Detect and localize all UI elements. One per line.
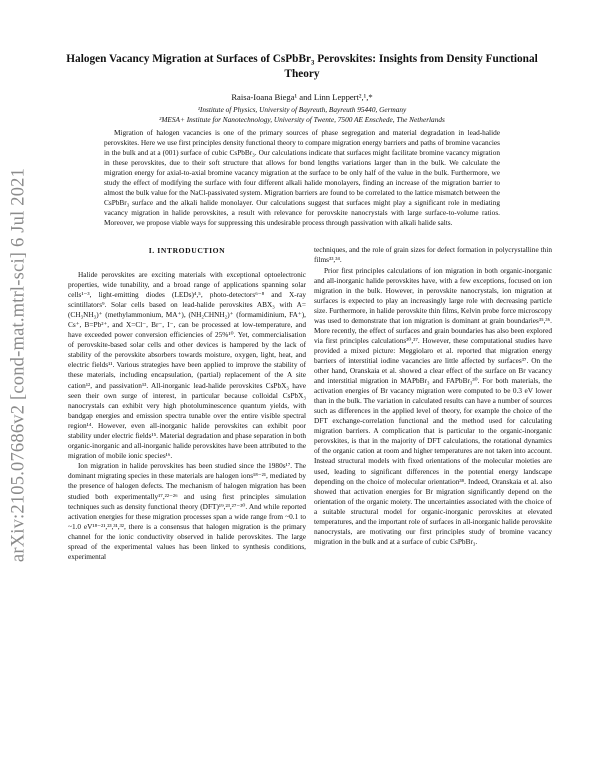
paper-title: Halogen Vacancy Migration at Surfaces of CsPbBr₃ Perovskites: Insights from Density Functional Theory [66, 53, 538, 80]
left-column [68, 264, 306, 562]
affiliation-2: ²MESA+ Institute for Nanotechnology, University of Twente, 7500 AE Enschede, The Netherlands [159, 115, 445, 124]
paragraph: Halide perovskites are exciting materials with exceptional optoelectronic properties, wide tunability, and a broad range of applications spanning solar cells¹⁻³, light-emitting diodes (LEDs)⁴,⁵, photo-detectors⁶⁻⁸ and X-ray scintillators⁹. Solar cells based on lead-halide perovskites ABX₃ with A=(CH₃NH₃)⁺ (methylammonium, MA⁺), (NH₂CHNH₂)⁺ (formamidinium, FA⁺), Cs⁺, B=Pb²⁺, and X=Cl⁻, Br⁻, I⁻, can be processed at low-temperature, and have exceeded power conversion efficiencies of 25%¹⁰. Yet, commercialisation of perovskite-based solar cells and other devices is hampered by the lack of stability of the perovskite absorbers towards moisture, oxygen, light, heat, and electric fields¹¹. Various strategies have been applied to improve the stability of these materials, including encapsulation, (partial) replacement of the A site cation¹², and passivation¹³. All-inorganic lead-halide perovskites CsPbX₃ have seen their own surge of interest, in particular because colloidal CsPbX₃ nanocrystals can exhibit very high photoluminescence quantum yields, with bandgap energies and emission spectra tunable over the entire visible spectral region¹⁴. However, even all-inorganic halide perovskites can exhibit poor stability under electric fields¹⁵. Material degradation and phase separation in both organic-inorganic and all-inorganic halide perovskites have been attributed to the migration of mobile ionic species¹⁶. [68, 270, 306, 460]
section-heading-introduction: I. INTRODUCTION [148, 246, 226, 255]
paragraph: techniques, and the role of grain sizes for defect formation in polycrystalline thin films³³,³⁴. [314, 245, 552, 265]
affiliation-1: ¹Institute of Physics, University of Bayreuth, Bayreuth 95440, Germany [197, 105, 407, 114]
paragraph: Prior first principles calculations of ion migration in both organic-inorganic and all-inorganic halide perovskites have, with a few exceptions, focused on ion migration in the bulk. However, in perovskite nanocrystals, ion migration at surfaces is expected to play an increasingly large role with decreasing particle size. Furthermore, in halide perovskite thin films, Kelvin probe force microscopy was used to demonstrate that ion migration is dominant at grain boundaries³⁵,³⁶. More recently, the effect of surfaces and grain boundaries has also been explored via first principles calculations³⁰,³⁷. However, these computational studies have provided a mixed picture: Meggiolaro et al. reported that migration energy barriers of interstitial iodine vacancies are little affected by surfaces³⁷. On the other hand, Oranskaia et al. showed a clear effect of the surface on Br vacancy and interstitial migration in MAPbBr₃ and FAPbBr₃³⁰. For both materials, the activation energies of Br vacancy migration were computed to be 0.3 eV lower than in the bulk. The variation in calculated results can have a number of sources such as differences in the applied level of theory, for example the choice of the DFT exchange-correlation functional and the method used for calculating migration barriers. A complication that is particular to the organic-inorganic perovskites, is that in the majority of DFT calculations, the rotational dynamics of the organic cation at room and higher temperatures are not taken into account. Instead structural models with fixed orientations of the molecular moieties are used, leading to significant differences in the potential energy landscape depending on the choice of molecular orientation³⁸. Indeed, Oranskaia et al. also showed that activation energies for Br migration significantly depend on the orientation of the organic moiety. The uncertainties associated with the choice of a suitable structural model for organic-inorganic perovskites at elevated temperatures, and the important role of surfaces in all-inorganic halide perovskite nanocrystals, are motivating our first principles study of bromine vacancy migration in the bulk and at a surface of cubic CsPbBr₃. [314, 265, 552, 546]
arxiv-stamp: arXiv:2105.07686v2 [cond-mat.mtrl-sci] 6 Jul 2021 [8, 167, 29, 563]
paragraph: Ion migration in halide perovskites has been studied since the 1980s¹⁷. The dominant migrating species in these materials are halogen ions¹⁸⁻²¹, mediated by the presence of halogen defects. The mechanism of halogen migration has been studied both experimentally¹⁷,²²⁻²⁶ and using first principles simulation techniques such as density functional theory (DFT)¹⁹,²³,²⁷⁻³⁰. And while reported activation energies for these migration processes span a wide range from ~0.1 to ~1.0 eV¹⁸⁻²¹,²³,³¹,³², there is a consensus that halogen migration is the primary channel for the ionic conductivity observed in halide perovskites. The large spread of the experimental values has been linked to synthesis conditions, experimental [68, 461, 306, 561]
abstract: Migration of halogen vacancies is one of the primary sources of phase segregation and material degradation in lead-halide perovskites. Here we use first principles density functional theory to compare migration energy barriers and paths of bromine vacancies in the bulk and at a (001) surface of cubic CsPbBr₃. Our calculations indicate that surfaces might facilitate bromine vacancy migration in these perovskites, due to their soft structure that allows for bond lengths variations larger than in the bulk. We calculate the migration energy for axial-to-axial bromine vacancy migration at the surface to be only half of the value in the bulk. Furthermore, we study the effect of modifying the surface with four different alkali halide monolayers, finding an increase of the migration barrier to almost the bulk value for the NaCl-passivated system. Migration barriers are found to be correlated to the lattice mismatch between the CsPbBr₃ surface and the alkali halide monolayer. Our calculations suggest that surfaces might play a significant role in mediating vacancy migration in halide perovskites, a result with relevance for perovskite nanocrystals with large surface-to-volume ratios. Moreover, we propose viable ways for suppressing this undesirable process through passivation with alkali halide salts. [104, 128, 500, 227]
author-list: Raisa-Ioana Biega¹ and Linn Leppert²,¹,* [231, 92, 373, 102]
right-column [314, 245, 552, 547]
